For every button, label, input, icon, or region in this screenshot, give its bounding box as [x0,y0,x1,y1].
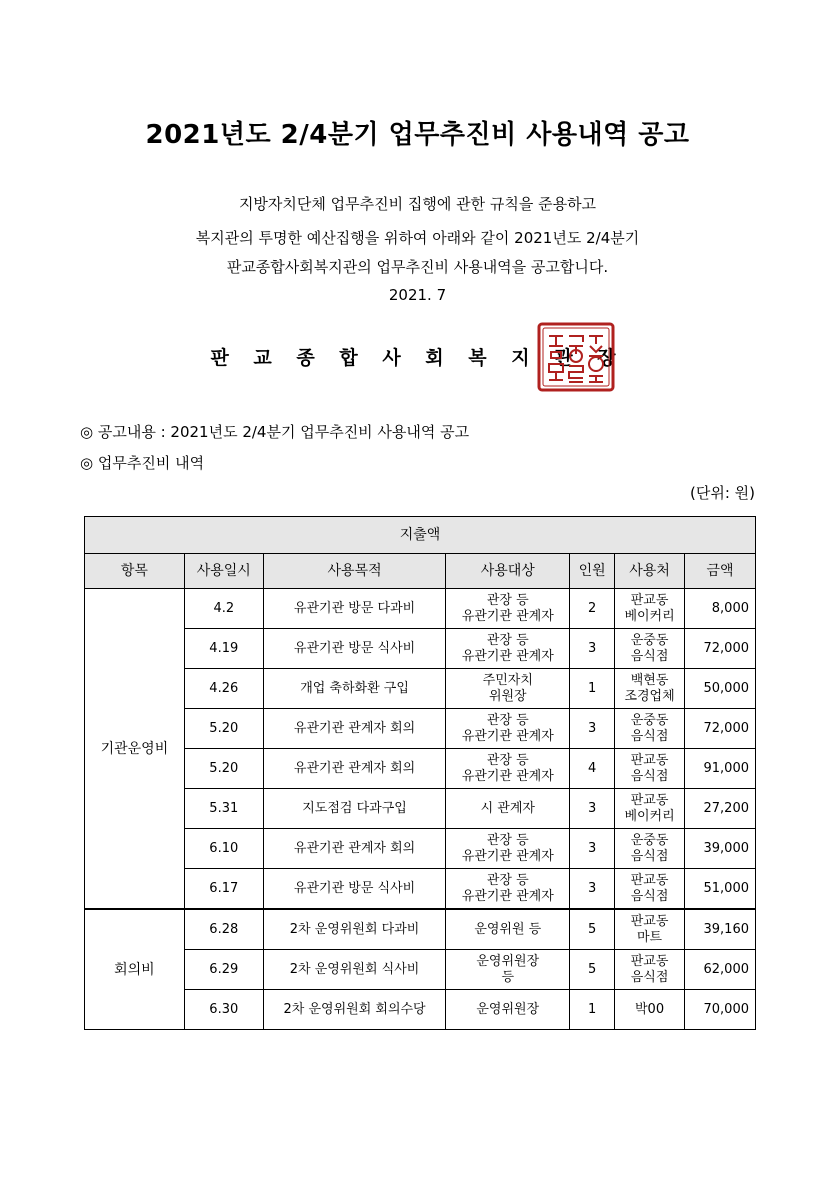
table-row [85,909,756,950]
place-cell-line: 판교동 [630,872,669,888]
header-category: 항목 [85,554,185,589]
amount-cell: 8,000 [685,589,756,629]
target-cell-line: 유관기관 관계자 [461,608,554,624]
target-cell [446,669,570,709]
target-cell-line: 주민자치 [482,672,533,688]
target-cell [446,629,570,669]
target-cell-line: 관장 등 [486,752,529,768]
place-cell [615,990,685,1030]
place-cell-line: 마트 [636,929,663,945]
place-cell-line: 음식점 [630,728,669,744]
purpose-cell: 2차 운영위원회 회의수당 [263,990,446,1030]
expense-table [84,516,756,1030]
count-cell: 3 [570,629,615,669]
notice-content: ◎ 공고내용 : 2021년도 2/4분기 업무추진비 사용내역 공고 [80,423,470,441]
amount-cell: 91,000 [685,749,756,789]
place-cell [615,749,685,789]
table-super-header: 지출액 [85,517,756,554]
table-row [85,589,756,629]
table-row [85,789,756,829]
table-row [85,869,756,910]
purpose-cell: 2차 운영위원회 식사비 [263,950,446,990]
place-cell-line: 음식점 [630,888,669,904]
count-cell: 5 [570,950,615,990]
place-cell [615,589,685,629]
date-cell: 6.10 [184,829,263,869]
target-cell [446,789,570,829]
target-cell-line: 유관기관 관계자 [461,728,554,744]
category-cell: 기관운영비 [85,589,185,910]
date-cell: 4.2 [184,589,263,629]
table-row [85,990,756,1030]
target-cell [446,869,570,910]
official-seal-icon [537,322,615,392]
target-cell-line: 위원장 [488,688,527,704]
target-cell-line: 관장 등 [486,592,529,608]
table-row [85,709,756,749]
purpose-cell: 개업 축하화환 구입 [263,669,446,709]
place-cell [615,869,685,910]
place-cell [615,669,685,709]
target-cell-line: 유관기관 관계자 [461,848,554,864]
count-cell: 1 [570,990,615,1030]
date-cell: 6.28 [184,909,263,950]
target-cell-line: 등 [501,969,515,985]
place-cell-line: 판교동 [630,913,669,929]
count-cell: 3 [570,789,615,829]
amount-cell: 70,000 [685,990,756,1030]
place-cell [615,950,685,990]
date-cell: 4.19 [184,629,263,669]
target-cell-line: 관장 등 [486,712,529,728]
table-row [85,629,756,669]
date-cell: 6.30 [184,990,263,1030]
target-cell-line: 유관기관 관계자 [461,648,554,664]
target-cell-line: 관장 등 [486,832,529,848]
place-cell [615,909,685,950]
count-cell: 3 [570,709,615,749]
header-count: 인원 [570,554,615,589]
amount-cell: 39,000 [685,829,756,869]
purpose-cell: 지도점검 다과구입 [263,789,446,829]
purpose-cell: 유관기관 방문 식사비 [263,869,446,910]
target-cell [446,909,570,950]
target-cell-line: 유관기관 관계자 [461,888,554,904]
signature-line: 판 교 종 합 사 회 복 지 관 장 [210,347,625,369]
target-cell-line: 관장 등 [486,632,529,648]
date-cell: 5.20 [184,749,263,789]
notice-section: ◎ 업무추진비 내역 [80,454,205,472]
purpose-cell: 유관기관 관계자 회의 [263,709,446,749]
target-cell [446,950,570,990]
place-cell-line: 운중동 [630,832,669,848]
place-cell-line: 판교동 [630,592,669,608]
target-cell [446,990,570,1030]
table-row [85,749,756,789]
table-row [85,669,756,709]
place-cell-line: 박00 [635,1001,665,1017]
amount-cell: 39,160 [685,909,756,950]
target-cell-line: 관장 등 [486,872,529,888]
place-cell-line: 백현동 [630,672,669,688]
place-cell-line: 판교동 [630,792,669,808]
intro-line-2: 복지관의 투명한 예산집행을 위하여 아래와 같이 2021년도 2/4분기 [195,229,640,247]
place-cell-line: 운중동 [630,632,669,648]
intro-date: 2021. 7 [388,286,447,304]
count-cell: 3 [570,869,615,910]
place-cell-line: 베이커리 [624,808,675,824]
place-cell-line: 음식점 [630,848,669,864]
place-cell-line: 운중동 [630,712,669,728]
target-cell [446,749,570,789]
target-cell-line: 운영위원장 [476,1001,540,1017]
unit-label: (단위: 원) [690,484,755,502]
place-cell-line: 음식점 [630,768,669,784]
count-cell: 3 [570,829,615,869]
intro-line-1: 지방자치단체 업무추진비 집행에 관한 규칙을 준용하고 [238,195,597,213]
table-row [85,829,756,869]
date-cell: 6.29 [184,950,263,990]
amount-cell: 51,000 [685,869,756,910]
amount-cell: 72,000 [685,629,756,669]
date-cell: 5.20 [184,709,263,749]
place-cell-line: 판교동 [630,752,669,768]
count-cell: 4 [570,749,615,789]
purpose-cell: 유관기관 방문 식사비 [263,629,446,669]
count-cell: 1 [570,669,615,709]
amount-cell: 27,200 [685,789,756,829]
header-place: 사용처 [615,554,685,589]
date-cell: 4.26 [184,669,263,709]
header-amount: 금액 [685,554,756,589]
place-cell-line: 베이커리 [624,608,675,624]
purpose-cell: 유관기관 관계자 회의 [263,829,446,869]
place-cell [615,629,685,669]
amount-cell: 72,000 [685,709,756,749]
intro-line-3: 판교종합사회복지관의 업무추진비 사용내역을 공고합니다. [226,258,609,276]
target-cell [446,589,570,629]
purpose-cell: 2차 운영위원회 다과비 [263,909,446,950]
amount-cell: 50,000 [685,669,756,709]
target-cell-line: 시 관계자 [480,800,535,816]
date-cell: 5.31 [184,789,263,829]
place-cell-line: 음식점 [630,969,669,985]
place-cell-line: 판교동 [630,953,669,969]
place-cell-line: 조경업체 [624,688,675,704]
header-purpose: 사용목적 [263,554,446,589]
target-cell-line: 운영위원장 [476,953,540,969]
target-cell [446,709,570,749]
header-target: 사용대상 [446,554,570,589]
place-cell [615,829,685,869]
place-cell-line: 음식점 [630,648,669,664]
purpose-cell: 유관기관 관계자 회의 [263,749,446,789]
category-cell: 회의비 [85,909,185,1030]
header-date: 사용일시 [184,554,263,589]
purpose-cell: 유관기관 방문 다과비 [263,589,446,629]
count-cell: 5 [570,909,615,950]
place-cell [615,709,685,749]
page-title: 2021년도 2/4분기 업무추진비 사용내역 공고 [145,120,690,150]
target-cell-line: 유관기관 관계자 [461,768,554,784]
date-cell: 6.17 [184,869,263,910]
count-cell: 2 [570,589,615,629]
table-row [85,950,756,990]
place-cell [615,789,685,829]
target-cell [446,829,570,869]
target-cell-line: 운영위원 등 [474,921,542,937]
amount-cell: 62,000 [685,950,756,990]
